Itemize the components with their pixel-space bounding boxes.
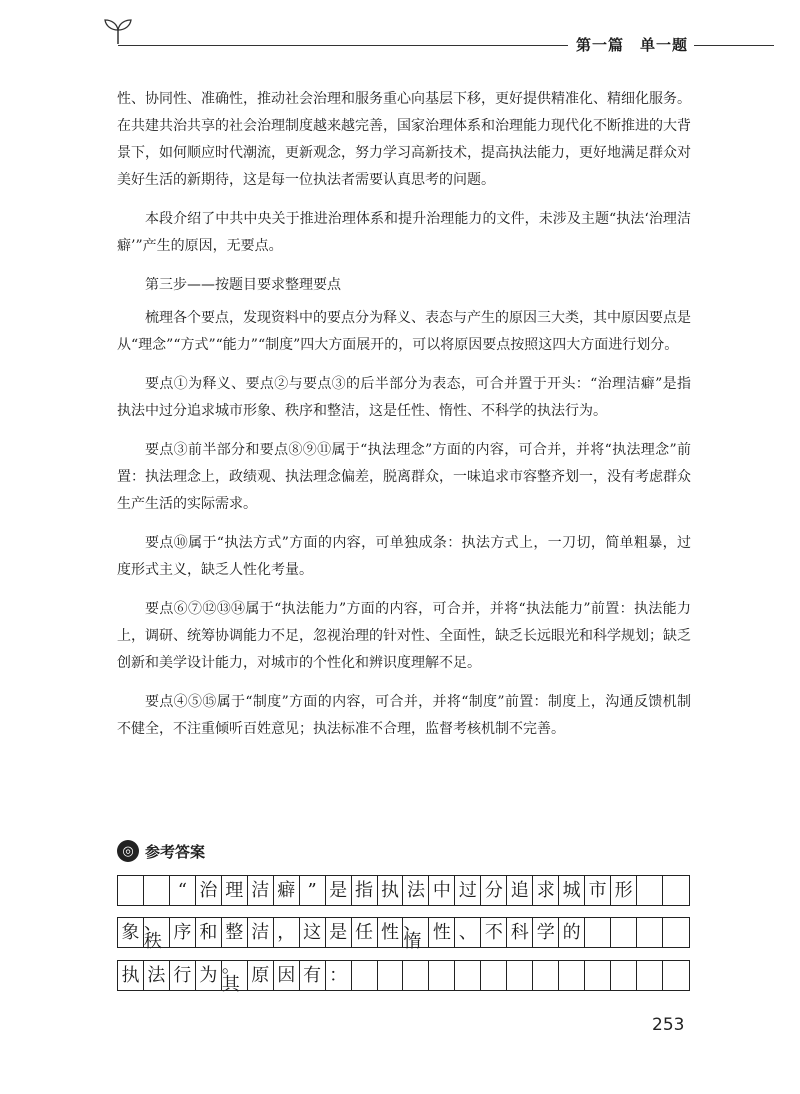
grid-cell bbox=[481, 961, 507, 990]
grid-cell: 性 bbox=[378, 918, 404, 947]
grid-cell: 、秩 bbox=[144, 918, 170, 947]
grid-cell bbox=[611, 961, 637, 990]
grid-cell: 分 bbox=[481, 876, 507, 905]
step-paragraph-6: 要点④⑤⑮属于“制度”方面的内容，可合并，并将“制度”前置：制度上，沟通反馈机制不健全，不注重倾听百姓意见；执法标准不合理，监督考核机制不完善。 bbox=[117, 694, 691, 737]
grid-cell: 原 bbox=[248, 961, 274, 990]
step-paragraph-1: 梳理各个要点，发现资料中的要点分为释义、表态与产生的原因三大类，其中原因要点是从“理念”“方式”“能力”“制度”四大方面展开的，可以将原因要点按照这四大方面进行划分。 bbox=[117, 310, 691, 353]
grid-cell: 任 bbox=[352, 918, 378, 947]
grid-cell bbox=[637, 961, 663, 990]
grid-cell: 治 bbox=[196, 876, 222, 905]
answer-heading-label: 参考答案 bbox=[145, 842, 206, 861]
grid-cell bbox=[144, 876, 170, 905]
grid-cell: 整 bbox=[222, 918, 248, 947]
step-paragraph-5: 要点⑥⑦⑫⑬⑭属于“执法能力”方面的内容，可合并，并将“执法能力”前置：执法能力上，调研、统筹协调能力不足，忽视治理的针对性、全面性，缺乏长远眼光和科学规划；缺乏创新和美学设计能力，对城市的个性化和辨识度理解不足。 bbox=[117, 601, 691, 671]
grid-cell: 过 bbox=[455, 876, 481, 905]
step-paragraph-2: 要点①为释义、要点②与要点③的后半部分为表态，可合并置于开头：“治理洁癖”是指执法中过分追求城市形象、秩序和整洁，这是任性、惰性、不科学的执法行为。 bbox=[117, 376, 691, 419]
grid-cell: 执 bbox=[118, 961, 144, 990]
grid-cell: 法 bbox=[403, 876, 429, 905]
grid-cell bbox=[403, 961, 429, 990]
answer-heading bbox=[117, 838, 205, 864]
answer-badge-icon: ◎ bbox=[117, 840, 139, 862]
grid-cell: 理 bbox=[222, 876, 248, 905]
grid-cell bbox=[507, 961, 533, 990]
grid-cell: 为 bbox=[196, 961, 222, 990]
step-heading: 第三步——按题目要求整理要点 bbox=[145, 277, 341, 293]
section-title: 第一篇 单一题 bbox=[576, 36, 689, 54]
grid-cell bbox=[378, 961, 404, 990]
grid-cell: 序 bbox=[170, 918, 196, 947]
grid-cell: 性 bbox=[429, 918, 455, 947]
header-rule-right bbox=[694, 45, 774, 46]
grid-cell: 因 bbox=[274, 961, 300, 990]
grid-row-3 bbox=[117, 955, 690, 995]
grid-cell bbox=[611, 918, 637, 947]
grid-cell: 法 bbox=[144, 961, 170, 990]
main-text bbox=[117, 86, 691, 755]
grid-cell: 是 bbox=[326, 876, 352, 905]
grid-cell: 行 bbox=[170, 961, 196, 990]
grid-cell: 学 bbox=[533, 918, 559, 947]
page-header bbox=[0, 0, 800, 70]
grid-cell: 形 bbox=[611, 876, 637, 905]
grid-cell: 中 bbox=[429, 876, 455, 905]
grid-cell: ” bbox=[300, 876, 326, 905]
grid-cell: 。其 bbox=[222, 961, 248, 990]
grid-cell bbox=[118, 876, 144, 905]
grid-cell: 的 bbox=[559, 918, 585, 947]
step-paragraph-4: 要点⑩属于“执法方式”方面的内容，可单独成条：执法方式上，一刀切，简单粗暴，过度形式主义，缺乏人性化考量。 bbox=[117, 535, 691, 578]
grid-cell bbox=[429, 961, 455, 990]
grid-cell: 这 bbox=[300, 918, 326, 947]
grid-cell: 指 bbox=[352, 876, 378, 905]
grid-cell bbox=[637, 876, 663, 905]
grid-cell bbox=[663, 876, 689, 905]
grid-cell: 城 bbox=[559, 876, 585, 905]
grid-cell bbox=[663, 918, 689, 947]
grid-cell: 有 bbox=[300, 961, 326, 990]
grid-row-1 bbox=[117, 875, 690, 906]
grid-cell bbox=[455, 961, 481, 990]
grid-cell: 市 bbox=[585, 876, 611, 905]
sprout-icon bbox=[103, 18, 137, 46]
grid-cell: 和 bbox=[196, 918, 222, 947]
grid-cell bbox=[585, 961, 611, 990]
grid-cell: 、 bbox=[455, 918, 481, 947]
grid-row-2 bbox=[117, 912, 690, 952]
header-rule-left bbox=[118, 45, 568, 46]
paragraph-analysis: 本段介绍了中共中央关于推进治理体系和提升治理能力的文件，未涉及主题“执法‘治理洁癖’”产生的原因，无要点。 bbox=[117, 211, 691, 254]
grid-cell: 洁 bbox=[248, 918, 274, 947]
grid-cell: ： bbox=[326, 961, 352, 990]
grid-cell bbox=[637, 918, 663, 947]
grid-cell: 是 bbox=[326, 918, 352, 947]
grid-cell: 求 bbox=[533, 876, 559, 905]
grid-cell: 、惰 bbox=[403, 918, 429, 947]
grid-cell: 象 bbox=[118, 918, 144, 947]
step-paragraph-3: 要点③前半部分和要点⑧⑨⑪属于“执法理念”方面的内容，可合并，并将“执法理念”前置：执法理念上，政绩观、执法理念偏差，脱离群众，一味追求市容整齐划一，没有考虑群众生产生活的实际需求。 bbox=[117, 442, 691, 512]
grid-cell: 追 bbox=[507, 876, 533, 905]
grid-cell: 洁 bbox=[248, 876, 274, 905]
grid-cell bbox=[585, 918, 611, 947]
grid-cell: 执 bbox=[378, 876, 404, 905]
grid-cell: 不 bbox=[481, 918, 507, 947]
page-number: 253 bbox=[652, 1015, 685, 1035]
grid-cell bbox=[559, 961, 585, 990]
grid-cell: “ bbox=[170, 876, 196, 905]
grid-cell: 癖 bbox=[274, 876, 300, 905]
grid-cell bbox=[533, 961, 559, 990]
grid-cell bbox=[663, 961, 689, 990]
paragraph-continued: 性、协同性、准确性，推动社会治理和服务重心向基层下移，更好提供精准化、精细化服务。在共建共治共享的社会治理制度越来越完善，国家治理体系和治理能力现代化不断推进的大背景下，如何顺应时代潮流，更新观念，努力学习高新技术，提高执法能力，更好地满足群众对美好生活的新期待，这是每一位执法者需要认真思考的问题。 bbox=[117, 91, 691, 188]
grid-cell: ， bbox=[274, 918, 300, 947]
grid-cell: 科 bbox=[507, 918, 533, 947]
grid-cell bbox=[352, 961, 378, 990]
